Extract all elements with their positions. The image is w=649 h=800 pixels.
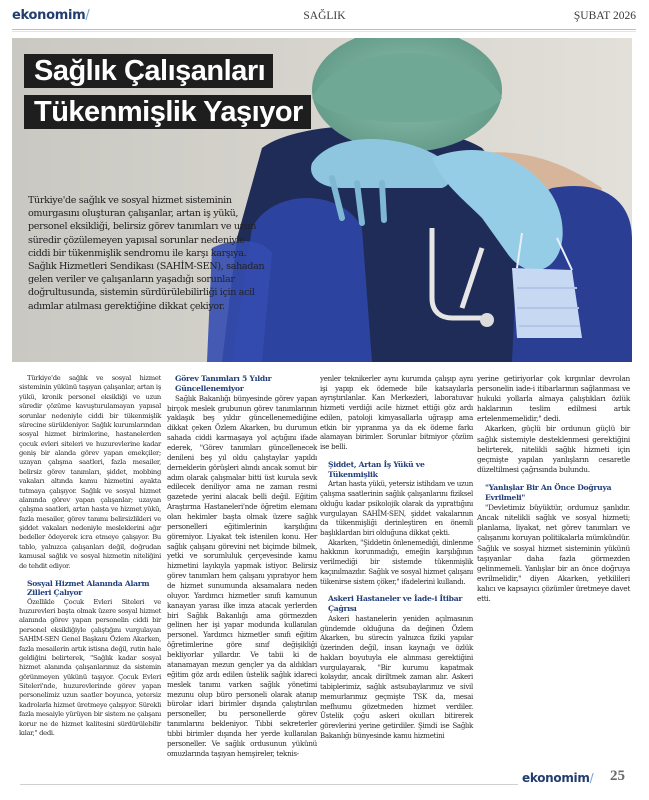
logo-text: ekonomim (522, 771, 590, 785)
header-divider (12, 29, 636, 30)
article-column-1 (19, 374, 161, 738)
paragraph: Sağlık Bakanlığı bünyesinde görev yapan birçok meslek grubunun görev tanımlarının yaklaşık beş yıldır güncellenemediğine dikkat çeken Özlem Akarken, bu durumun sahada ciddi karmaşaya yol açtığını ifade ederek, "Görev tanımları güncellenecek denileni beş yıl oldu çalıştaylar yapıldı derneklerin görüşleri alındı ancak somut bir adım olarak çalışmalar bitti üst kurula sevk edilecek deniliyor ama ne zaman resmi gazetede yerini alacak belli değil. Eğitim Araştırma Hastaneleri'nde öğretim elemanı olan hekimler başta olmak üzere sağlık personelleri eğitimlerinin karşılığını göremiyor. Liyakat tek istenilen konu. Her sağlık çalışanı görevini net biçimde bilmek, yetki ve sorumluluk çerçevesinde kamu hizmetini layıkıyla yapmak istiyor. Belirsiz görev tanımları hem çalışanı yıpratıyor hem de hizmet sunumunda aksamalara neden oluyor. Yardımcı hizmetler sınıfı kamunun kanayan yarası ilke imza atacak yerlerden biri Sağlık Bakanlığı ama görmezden gelinen her işi yapar modunda kullanılan personel. Yardımcı hizmetler sınıfı eğitim öğretimlerine göre sınıf değişikliği bekliyorlar yıllardır. Ve tabii ki de atanamayan mezun gençler ya da aldıkları eğitim göz ardı edilen üstelik sağlık idareci meslek tanımı varken sağlık yönetimi mezunu olup büro personeli olarak atanıp bürolar idari birimler dışında çalıştırılan personeller, bu personellerde görev tanımlarını bekleniyor. Tıbbi sekreterler tıbbi birimler dışında her yerde kullanılan personeller. Ve sağlık ordusunun yükünü omuzlarında taşıyan hemşireler, teknis- (167, 393, 317, 758)
logo-slash: / (85, 8, 90, 23)
footer-divider (20, 784, 518, 785)
issue-date: ŞUBAT 2026 (573, 10, 636, 22)
article-column-2 (167, 374, 317, 759)
article-intro: Türkiye'de sağlık ve sosyal hizmet sisteminin omurgasını oluşturan çalışanlar, artan iş yükü, personel eksikliği, belirsiz görev tanımları ve uzun süredir çözülemeyen yapısal sorunlar nedeniyle ciddi bir tükenmişlik sendromu ile karşı karşıya. Sağlık Hizmetleri Sendikası (SAHİM-SEN), sahadan gelen veriler ve çalışanların yaşadığı sorunlar doğrultusunda, sistemin sürdürülebilirliği için acil adımlar atılması gerektiğine dikkat çekiyor. (28, 195, 265, 312)
paragraph: "Devletimiz büyüktür, ordumuz şanlıdır. Ancak nitelikli sağlık ve sosyal hizmeti; planlama, liyakat, net görev tanımları ve çalışanını koruyan politikalarla mümkündür. Sağlık ve sosyal hizmet sisteminin yükünü taşıyanlar daha fazla görmezden gelinmemeli. Yanlışlar bir an önce doğruya evrilmelidir," diyen Akarken, yetkilileri kalıcı ve kapsayıcı çözümler üretmeye davet etti. (477, 503, 630, 603)
subheading: "Yanlışlar Bir An Önce Doğruya Evrilmeli" (485, 482, 612, 503)
paragraph: Akarken, güçlü bir ordunun güçlü bir sağlık sistemiyle desteklenmesi gerektiğini belirterek, nitelikli sağlık hizmeti için geçmişte yapılan yanlışların cesaretle düzeltilmesi çağrısında bulundu. (477, 424, 630, 474)
footer-logo (522, 771, 593, 785)
article-column-3 (320, 374, 473, 740)
paragraph: yerine getiriyorlar çok kırgınlar devrolan personelin iade-i itibarlarının sağlanması ve hukuki yollarla almaya çalıştıkları özlük haklarının teslim edilmesi artık ertelenmemelidir," dedi. (477, 374, 630, 424)
paragraph: Türkiye'de sağlık ve sosyal hizmet sisteminin yükünü taşıyan çalışanlar, artan iş yükü, kronik personel eksikliği ve uzun süredir çözüme kavuşturulamayan yapısal sorunlar nedeniyle ciddi bir tükenmişlik sürecine sürükleniyor. Sağlık kurumlarından sosyal hizmet birimlerine, hastanelerden çocuk evleri siteleri ve huzurevlerine kadar geniş bir alanda görev yapan emekçiler; uzayan çalışma saatleri, fazla mesailer, belirsiz görev tanımları, şiddet, mobbing vakaları altında kamu hizmetini ayakta tutmaya çalışıyor. Sağlık ve sosyal hizmet alanında görev yapan çalışanlar; uzayan çalışma saatleri, artan hasta ve hizmet yükü, fazla mesailer, görev tanımı belirsizlikleri ve şiddet vakaları nedeniyle mesleklerini ağır bedeller ödeyerek icra etmeye çalışıyor. Bu tablo, yalnızca çalışanları değil, doğrudan kamusal sağlık ve sosyal hizmetin niteliğini de tehdit ediyor. (19, 374, 161, 570)
subheading: Şiddet, Artan İş Yükü ve Tükenmişlik (328, 459, 425, 479)
subheading: Sosyal Hizmet Alanında Alarm Zilleri Çalıyor (27, 578, 150, 598)
article-column-4 (477, 374, 630, 604)
hero-photo (12, 38, 632, 362)
page-number: 25 (610, 768, 625, 784)
paragraph: Özellikle Çocuk Evleri Siteleri ve huzurevleri başta olmak üzere sosyal hizmet alanında görev yapan personelin ciddi bir personel eksikliğiyle çalıştığını vurgulayan SAHİM-SEN Genel Başkanı Özlem Akarken, fazla mesailerin artık istisna değil, rutin hale geldiğini belirterek, "Sağlık kadar sosyal hizmet alanında çalışanlarımız da sistemin görünmeyen yükünü taşıyor. Çocuk Evleri Siteleri'nde, huzurevlerinde görev yapan personelimiz uzun saatler boyunca, yetersiz kadrolarla hizmet üretmeye çalışıyor. Sürekli fazla mesaiyle yürüyen bir sistem ne çalışanı korur ne de hizmet kalitesini sürdürülebilir kılar," dedi. (19, 597, 161, 737)
header-divider-secondary (12, 31, 636, 32)
headline-line-2: Tükenmişlik Yaşıyor (24, 95, 311, 129)
headline-line-1: Sağlık Çalışanları (24, 54, 273, 88)
subheading: Görev Tanımları 5 Yıldır Güncellenemiyor (175, 374, 272, 393)
paragraph: Akarken, "Şiddetin önlenemediği, dinlenme hakkının korunmadığı, emeğin karşılığının verilmediği bir sistemde tükenmişlik kaçınılmazdır. Sağlık ve sosyal hizmet çalışanı tükenirse sistem çöker," ifadelerini kullandı. (320, 537, 473, 586)
subheading: Askeri Hastaneler ve İade-i İtibar Çağrısı (328, 594, 463, 614)
paragraph: Artan hasta yükü, yetersiz istihdam ve uzun çalışma saatlerinin sağlık çalışanlarını fiziksel olduğu kadar psikolojik olarak da yıprattığını vurgulayan SAHİM-SEN, şiddet vakalarının da tükenmişliği derinleştiren en önemli başlıklardan biri olduğuna dikkat çekti. (320, 479, 473, 538)
section-title: SAĞLIK (303, 10, 346, 22)
logo-text: ekonomim (12, 8, 86, 23)
paragraph: yenler teknikerler aynı kurumda çalışıp aynı işi yapıp ek ödemede bile katsayılarla ayrıştırılanlar. Kan Merkezleri, laboratuvar hizmeti verdiği acile hizmet ettiği göz ardı edilen, patoloji kimyasallarla uğraşıp ama etkin bir yıpranma ya da ek ödeme farkı alamayan birimler. Sorunlar bitmiyor çözüm ise belli. (320, 374, 473, 452)
paragraph: Askeri hastanelerin yeniden açılmasının gündemde olduğuna da değinen Özlem Akarken, bu sürecin yalnızca fiziki yapılar üzerinden değil, insan kaynağı ve özlük hakları boyutuyla ele alınması gerektiğini vurgulayarak, "Bir kurumu kapatmak kolaydır, ancak diriltmek zaman alır. Askeri tabiplerimiz, sağlık astsubaylarımız ve sivil memurlarımız geçmişte TSK da, mesai mefhumu gözetmeden hizmet verdiler. Üstelik çoğu askeri okulları bitirerek görevlerini yerine getirdiler. Şimdi ise Sağlık Bakanlığı bünyesinde kamu hizmetini (320, 613, 473, 740)
logo-slash: / (589, 771, 594, 785)
